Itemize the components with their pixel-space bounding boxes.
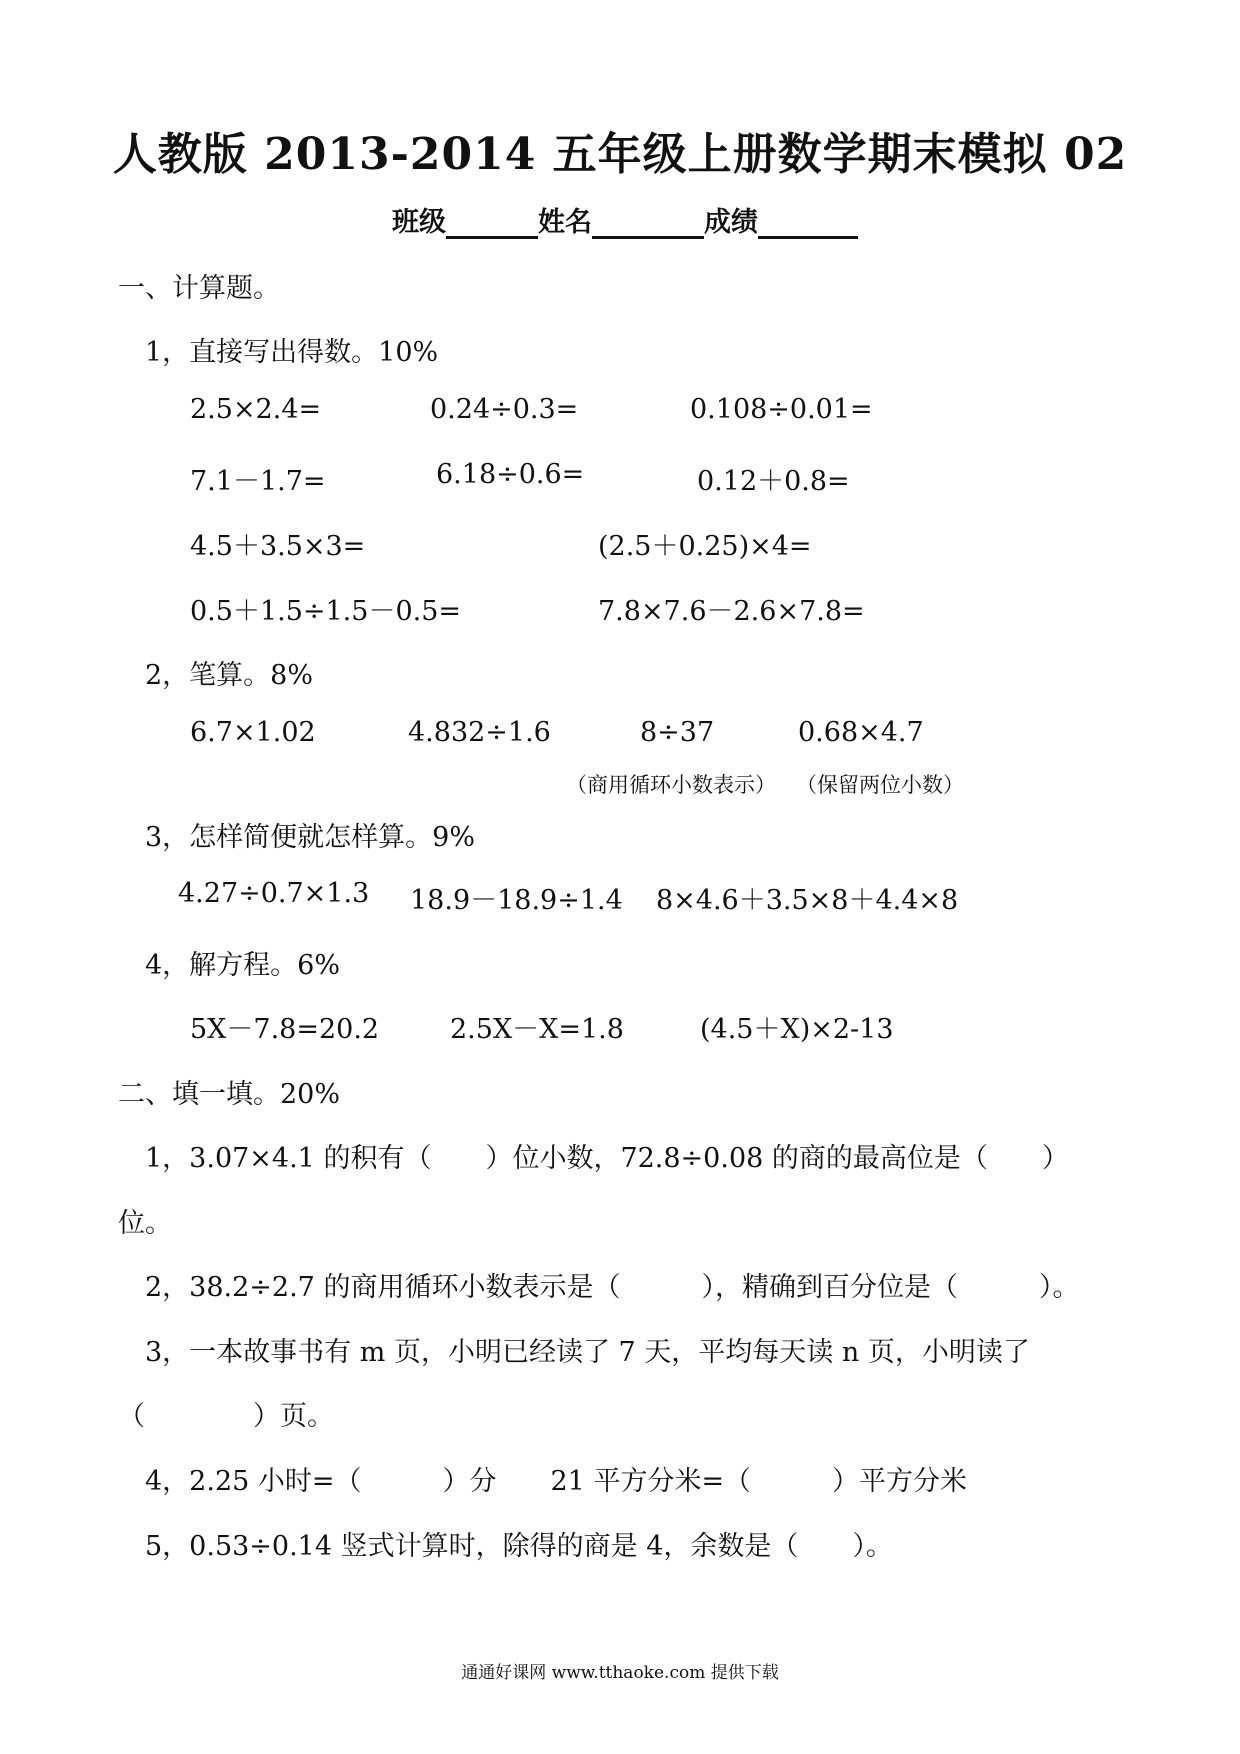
question-label: 4，解方程。6% [145,950,341,981]
problem-item: 0.68×4.7 [798,717,924,748]
problem-item: 2.5X－X=1.8 [450,1014,624,1045]
fill-question: 4，2.25 小时=（ ）分 21 平方分米=（ ）平方分米 [145,1466,968,1497]
fill-question: 1，3.07×4.1 的积有（ ）位小数，72.8÷0.08 的商的最高位是（ ） [145,1143,1069,1174]
class-blank [446,206,538,239]
problem-item: 2.5×2.4= [190,394,322,425]
name-blank [592,206,704,239]
question-label: 3，怎样简便就怎样算。9% [145,822,476,853]
class-label: 班级 [392,207,446,238]
score-label: 成绩 [704,207,758,238]
question-label: 1，直接写出得数。10% [145,337,439,368]
problem-item: 4.5＋3.5×3= [190,531,366,562]
problem-item: 4.27÷0.7×1.3 [178,878,370,909]
problem-item: 0.24÷0.3= [430,394,579,425]
problem-item: 7.1－1.7= [190,466,326,497]
problem-item: 4.832÷1.6 [408,717,551,748]
problem-item: 8×4.6＋3.5×8＋4.4×8 [656,885,959,916]
problem-note: （商用循环小数表示） [566,773,776,797]
question-label: 2，笔算。8% [145,660,314,691]
problem-item: (2.5＋0.25)×4= [598,531,812,562]
problem-item: 7.8×7.6－2.6×7.8= [598,596,865,627]
fill-question-cont: （ ）页。 [118,1401,334,1432]
problem-item: 0.108÷0.01= [690,394,873,425]
student-info [392,200,858,239]
problem-note: （保留两位小数） [796,773,964,797]
problem-item: 18.9－18.9÷1.4 [410,885,623,916]
section-heading: 二、填一填。20% [118,1079,341,1110]
problem-item: 6.7×1.02 [190,717,316,748]
problem-item: 8÷37 [640,717,715,748]
page-title: 人教版 2013-2014 五年级上册数学期末模拟 02 [112,129,1128,180]
page-footer: 通通好课网 www.tthaoke.com 提供下载 [461,1663,779,1683]
fill-question-cont: 位。 [118,1208,172,1239]
score-blank [758,206,858,239]
problem-item: 0.12＋0.8= [697,466,850,497]
problem-item: (4.5＋X)×2-13 [700,1014,894,1045]
fill-question: 3，一本故事书有 m 页，小明已经读了 7 天，平均每天读 n 页，小明读了 [145,1337,1030,1368]
fill-question: 2，38.2÷2.7 的商用循环小数表示是（ ），精确到百分位是（ ）。 [145,1272,1080,1303]
fill-question: 5，0.53÷0.14 竖式计算时，除得的商是 4，余数是（ ）。 [145,1531,893,1562]
problem-item: 5X－7.8=20.2 [190,1014,380,1045]
problem-item: 0.5＋1.5÷1.5－0.5= [190,596,462,627]
problem-item: 6.18÷0.6= [436,459,585,490]
name-label: 姓名 [538,207,592,238]
section-heading: 一、计算题。 [118,273,280,304]
